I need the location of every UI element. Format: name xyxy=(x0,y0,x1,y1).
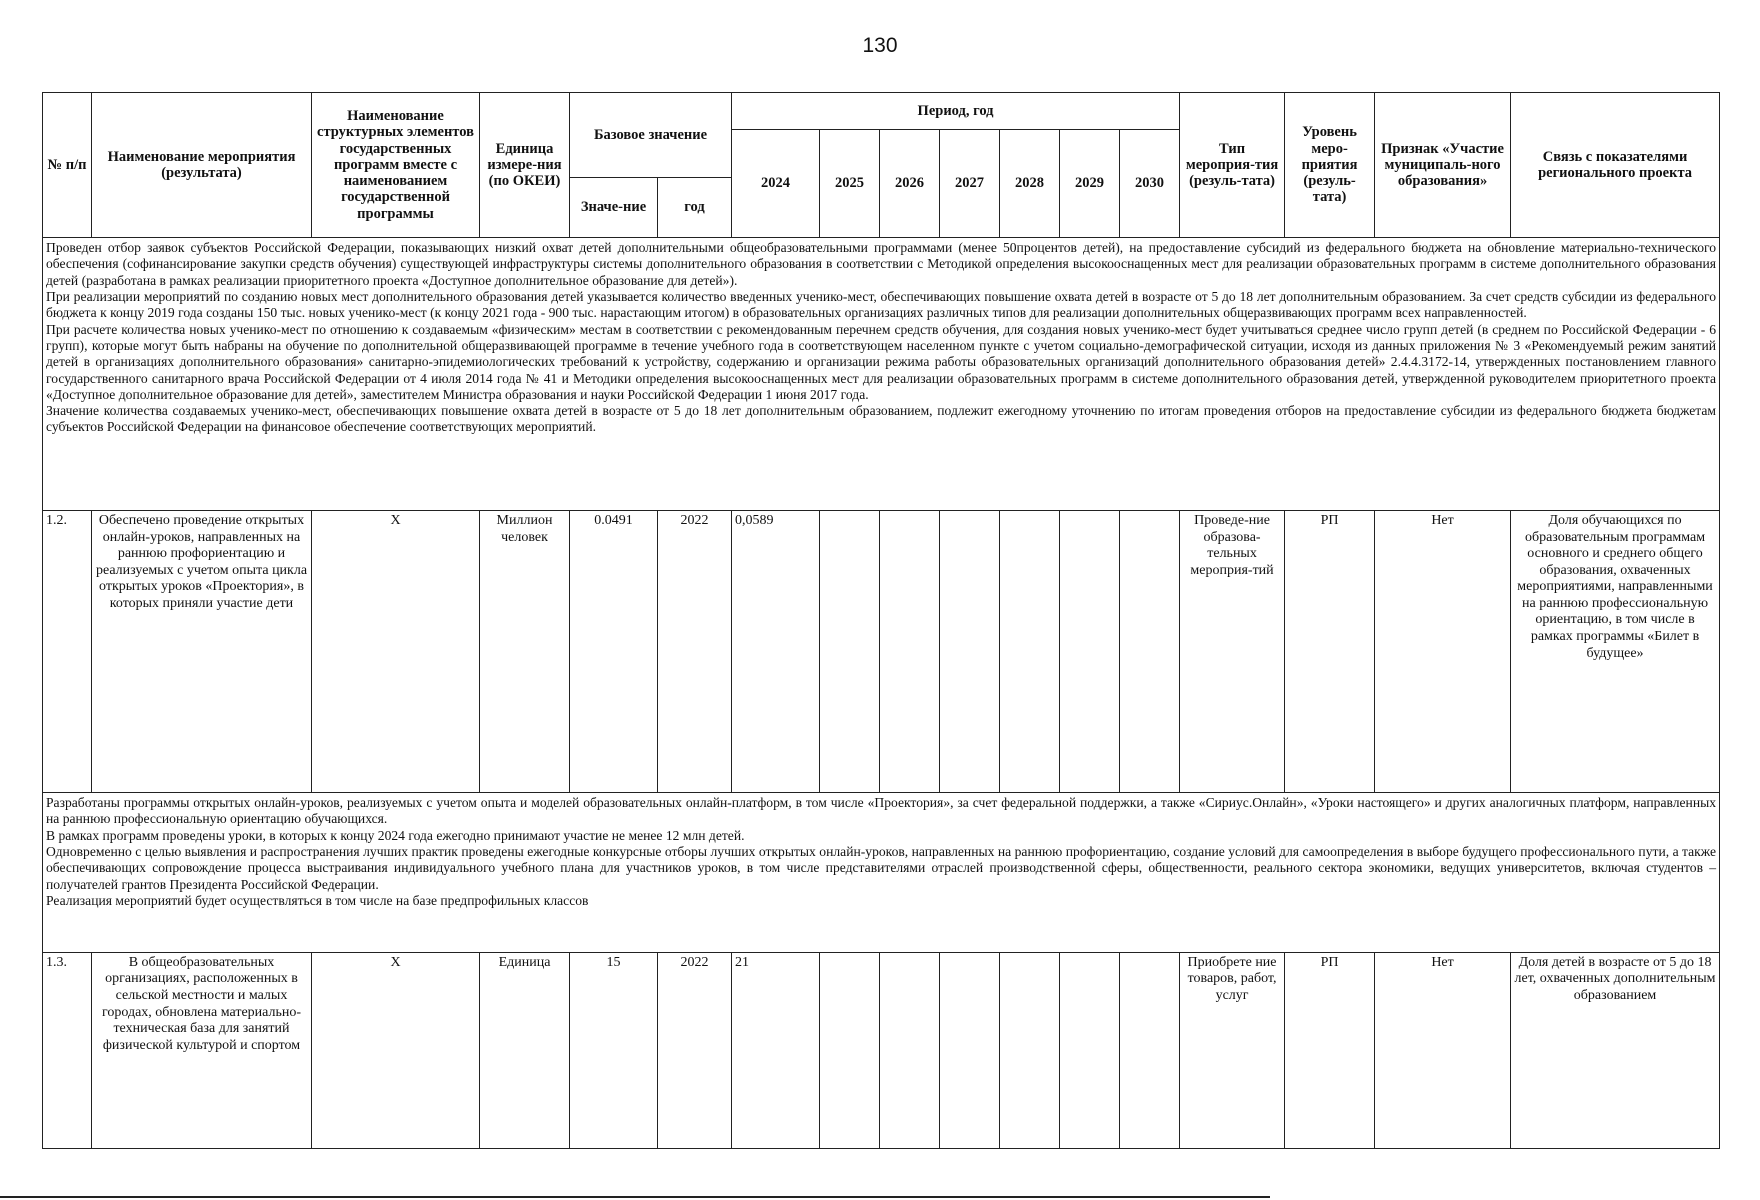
header-year-2028: 2028 xyxy=(1000,130,1060,238)
row-year-2025 xyxy=(820,511,880,793)
table-row xyxy=(43,511,1720,793)
row-year-2027 xyxy=(940,511,1000,793)
description-paragraph: При расчете количества новых ученико-мест по отношению к создаваемым «физическим» местам в соответствии с рекомендованным перечнем средств обучения, для создания новых ученико-мест будет учитываться среднее число групп детей (в среднем по Российской Федерации - 6 групп), которые могут быть набраны на обучение по дополнительной общеразвивающей программе в течение учебного года в соответствующем населенном пункте с учетом социально-демографической ситуации, исходя из данных приложения № 3 «Рекомендуемый режим занятий детей в организациях дополнительного образования» санитарно-эпидемиологических требований к устройству, содержанию и организации режима работы образовательных организаций дополнительного образования детей» 2.4.4.3172-14, утвержденных постановлением главного государственного санитарного врача Российской Федерации от 4 июля 2014 года № 41 и Методики определения высокооснащенных мест для реализации образовательных программ в системе дополнительного образования детей, утвержденной руководителем приоритетного проекта «Доступное дополнительное образование для детей», заместителем Министра образования и науки Российской Федерации 1 июня 2017 года. xyxy=(46,321,1717,402)
description-paragraph: Разработаны программы открытых онлайн-уроков, реализуемых с учетом опыта и моделей образовательных онлайн-платформ, в том числе «Проектория», за счет федеральной поддержки, а также «Сириус.Онлайн», «Уроки настоящего» и других аналогичных платформ, направленных на раннюю профессиональную ориентацию обучающихся. xyxy=(46,795,1717,827)
row-name: В общеобразовательных организациях, расположенных в сельской местности и малых городах, обновлена материально-техническая база для занятий физической культурой и спортом xyxy=(92,952,312,1148)
header-name: Наименование мероприятия (результата) xyxy=(92,93,312,238)
row-link: Доля детей в возрасте от 5 до 18 лет, охваченных дополнительным образованием xyxy=(1511,952,1720,1148)
row-year-2029 xyxy=(1060,952,1120,1148)
row-structural: X xyxy=(312,952,480,1148)
row-base-year: 2022 xyxy=(658,511,732,793)
header-year-2026: 2026 xyxy=(880,130,940,238)
header-num: № п/п xyxy=(43,93,92,238)
row-year-2025 xyxy=(820,952,880,1148)
row-link: Доля обучающихся по образовательным программам основного и среднего общего образования, охваченных мероприятиями, направленными на раннюю профессиональную ориентацию, в том числе в рамках программы «Билет в будущее» xyxy=(1511,511,1720,793)
header-year-2030: 2030 xyxy=(1120,130,1180,238)
description-paragraph: При реализации мероприятий по созданию новых мест дополнительного образования детей указывается количество введенных ученико-мест, обеспечивающих повышение охвата детей в возрасте от 5 до 18 лет дополнительным образованием. За счет средств субсидии из федерального бюджета к концу 2019 года созданы 150 тыс. новых ученико-мест (к концу 2021 года - 900 тыс. нарастающим итогом) в образовательных организациях различных типов для реализации дополнительных общеразвивающих программ всех направленностей. xyxy=(46,288,1717,321)
description-block-2 xyxy=(43,793,1720,953)
row-year-2030 xyxy=(1120,511,1180,793)
description-paragraph: В рамках программ проведены уроки, в которых к концу 2024 года ежегодно принимают участие не менее 12 млн детей. xyxy=(46,827,745,843)
row-type: Проведе-ние образова-тельных мероприя-тий xyxy=(1180,511,1285,793)
header-base-value: Значе-ние xyxy=(570,178,658,238)
header-structural: Наименование структурных элементов государственных программ вместе с наименованием государственной программы xyxy=(312,93,480,238)
row-num: 1.3. xyxy=(43,952,92,1148)
header-year-2027: 2027 xyxy=(940,130,1000,238)
row-municipal: Нет xyxy=(1375,952,1511,1148)
row-year-2028 xyxy=(1000,511,1060,793)
header-year-2024: 2024 xyxy=(732,130,820,238)
header-base-year: год xyxy=(658,178,732,238)
row-base-value: 15 xyxy=(570,952,658,1148)
row-base-year: 2022 xyxy=(658,952,732,1148)
row-level: РП xyxy=(1285,952,1375,1148)
header-period: Период, год xyxy=(732,93,1180,130)
header-base: Базовое значение xyxy=(570,93,732,178)
row-unit: Миллион человек xyxy=(480,511,570,793)
row-name: Обеспечено проведение открытых онлайн-уроков, направленных на раннюю профориентацию и реализуемых с учетом опыта цикла открытых уроков «Проектория», в которых приняли участие дети xyxy=(92,511,312,793)
row-base-value: 0.0491 xyxy=(570,511,658,793)
header-link: Связь с показателями регионального проекта xyxy=(1511,93,1720,238)
description-block-1 xyxy=(43,238,1720,511)
row-level: РП xyxy=(1285,511,1375,793)
header-unit: Единица измере-ния (по ОКЕИ) xyxy=(480,93,570,238)
description-paragraph: Значение количества создаваемых ученико-мест, обеспечивающих повышение охвата детей в возрасте от 5 до 18 лет дополнительным образованием, подлежит ежегодному уточнению по итогам проведения отборов на предоставление субсидии из федерального бюджета бюджетам субъектов Российской Федерации на финансовое обеспечение соответствующих мероприятий. xyxy=(46,403,1717,435)
header-year-2025: 2025 xyxy=(820,130,880,238)
row-year-2026 xyxy=(880,511,940,793)
footer-rule xyxy=(0,1196,1270,1198)
header-type: Тип мероприя-тия (резуль-тата) xyxy=(1180,93,1285,238)
header-level: Уровень меро-приятия (резуль-тата) xyxy=(1285,93,1375,238)
row-type: Приобрете ние товаров, работ, услуг xyxy=(1180,952,1285,1148)
row-year-2030 xyxy=(1120,952,1180,1148)
row-year-2024: 21 xyxy=(732,952,820,1148)
row-year-2028 xyxy=(1000,952,1060,1148)
description-paragraph: Проведен отбор заявок субъектов Российской Федерации, показывающих низкий охват детей дополнительными общеобразовательными программами (менее 50процентов детей), на предоставление субсидий из федерального бюджета на обновление материально-технического обеспечения (софинансирование закупки средств обучения) существующей инфраструктуры системы дополнительного образования в соответствии с Методикой определения высокооснащенных мест для реализации образовательных программ в системе дополнительного образования детей (разработана в рамках реализации приоритетного проекта «Доступное дополнительное образование для детей»). xyxy=(46,240,1717,288)
header-year-2029: 2029 xyxy=(1060,130,1120,238)
row-year-2024: 0,0589 xyxy=(732,511,820,793)
header-municipal: Признак «Участие муниципаль-ного образования» xyxy=(1375,93,1511,238)
table-row xyxy=(43,952,1720,1148)
row-year-2027 xyxy=(940,952,1000,1148)
activities-table xyxy=(42,92,1720,1149)
row-year-2029 xyxy=(1060,511,1120,793)
page-number: 130 xyxy=(862,34,898,57)
row-year-2026 xyxy=(880,952,940,1148)
description-paragraph: Одновременно с целью выявления и распространения лучших практик проведены ежегодные конкурсные отборы лучших открытых онлайн-уроков, направленных на раннюю профориентацию, создание условий для самоопределения в выборе будущего профессионального пути, а также обеспечивающих сопровождение процесса выстраивания индивидуального учебного плана для участников уроков, в том числе представителями отраслей производственной сферы, общественности, реального сектора экономики, ведущих университетов, включая студентов – получателей грантов Президента Российской Федерации. xyxy=(46,843,1717,892)
row-structural: X xyxy=(312,511,480,793)
description-paragraph: Реализация мероприятий будет осуществляться в том числе на базе предпрофильных классов xyxy=(46,892,589,908)
row-num: 1.2. xyxy=(43,511,92,793)
row-unit: Единица xyxy=(480,952,570,1148)
row-municipal: Нет xyxy=(1375,511,1511,793)
